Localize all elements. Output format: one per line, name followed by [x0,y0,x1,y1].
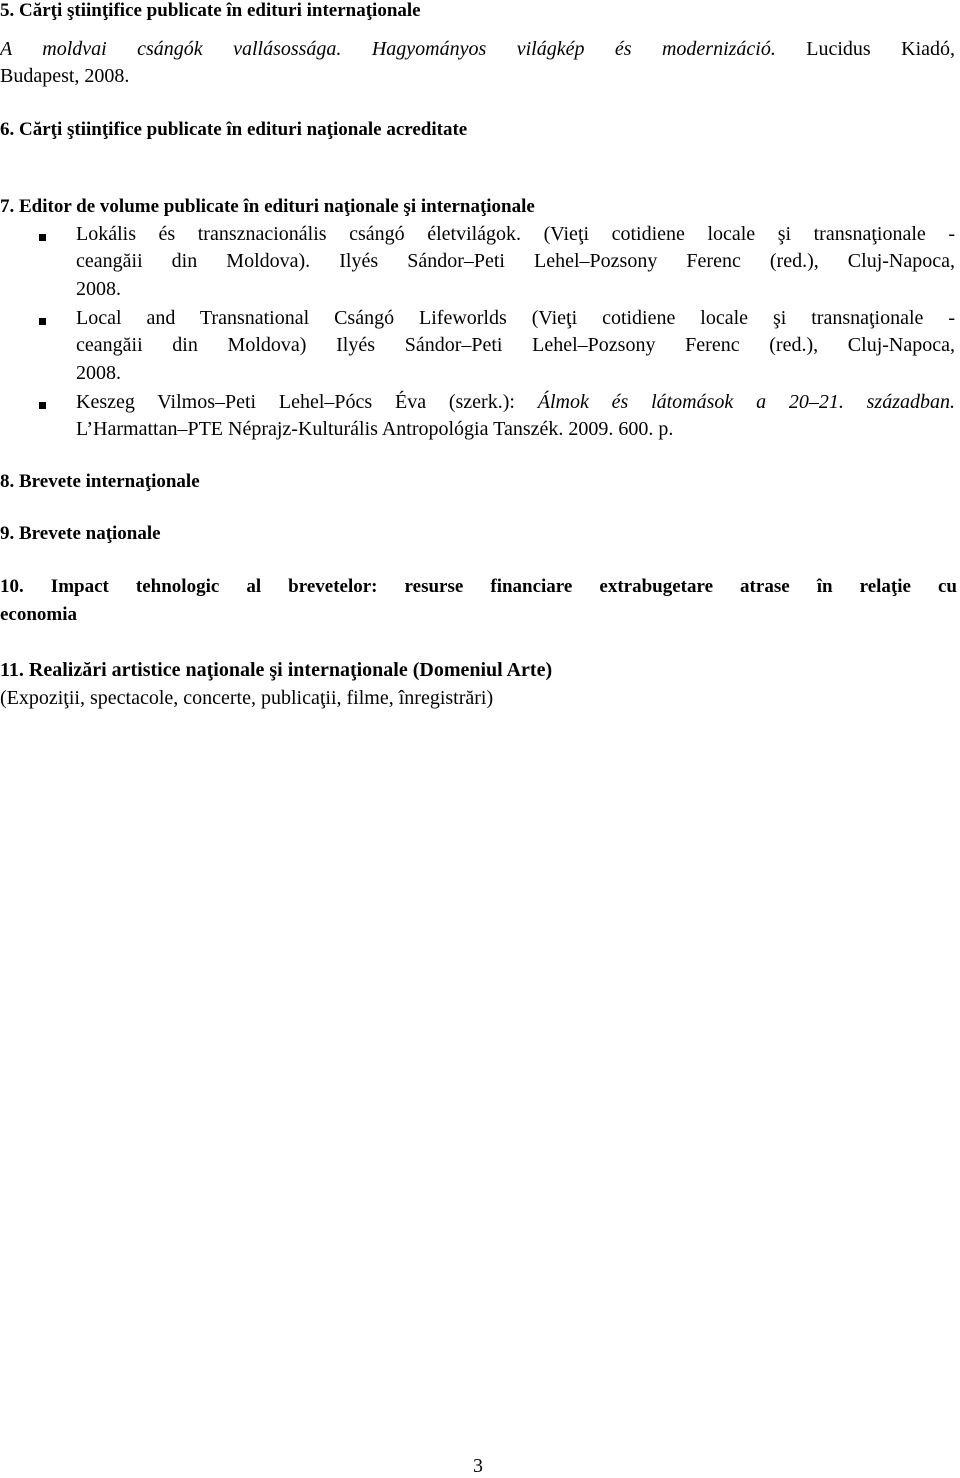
section-8-heading: 8. Brevete internaţionale [0,471,200,492]
section-9-heading: 9. Brevete naţionale [0,523,161,544]
bullet-icon [39,234,46,241]
bullet-icon [39,318,46,325]
section-11-subtitle: (Expoziţii, spectacole, concerte, publicaţii, filme, înregistrări) [0,687,494,709]
section-11-heading: 11. Realizări artistice naţionale şi internaţionale (Domeniul Arte) [0,659,553,681]
section-5-heading: 5. Cărţi ştiinţifice publicate în edituri internaţionale [0,0,421,21]
editor-item-3-title: Álmok és látomások a 20–21. században. [537,391,955,413]
section-5-entry-line1 [0,38,955,61]
section-10-heading-line2: economia [0,604,78,625]
editor-item-2-line1: Local and Transnational Csángó Lifeworlds (Vieţi cotidiene locale şi transnaţionale - [76,307,955,329]
editor-item-1-line3: 2008. [76,278,121,300]
editor-item-2-line2: ceangăii din Moldova) Ilyés Sándor–Peti Lehel–Pozsony Ferenc (red.), Cluj-Napoca, [76,334,955,356]
section-5-entry-line2: Budapest, 2008. [0,65,130,87]
editor-item-1-line2: ceangăii din Moldova). Ilyés Sándor–Peti Lehel–Pozsony Ferenc (red.), Cluj-Napoca, [76,250,955,272]
section-10-heading-line1: 10. Impact tehnologic al brevetelor: resurse financiare extrabugetare atrase în relaţie cu [0,576,957,597]
bullet-icon [39,402,46,409]
editor-item-2-line3: 2008. [76,362,121,384]
book-publisher: Lucidus Kiadó, [806,38,956,60]
section-7-heading: 7. Editor de volume publicate în edituri naţionale şi internaţionale [0,196,535,217]
editor-item-3-line2: L’Harmattan–PTE Néprajz-Kulturális Antropológia Tanszék. 2009. 600. p. [76,418,674,440]
editor-item-3-authors: Keszeg Vilmos–Peti Lehel–Pócs Éva (szerk.): [76,391,515,413]
book-title: A moldvai csángók vallásossága. Hagyományos világkép és modernizáció. [0,38,776,60]
section-6-heading: 6. Cărţi ştiinţifice publicate în edituri naţionale acreditate [0,119,468,140]
editor-item-1-line1: Lokális és transznacionális csángó életvilágok. (Vieţi cotidiene locale şi transnaţionale - [76,223,955,245]
editor-item-3-line1 [76,391,955,414]
page-number: 3 [473,1455,483,1477]
